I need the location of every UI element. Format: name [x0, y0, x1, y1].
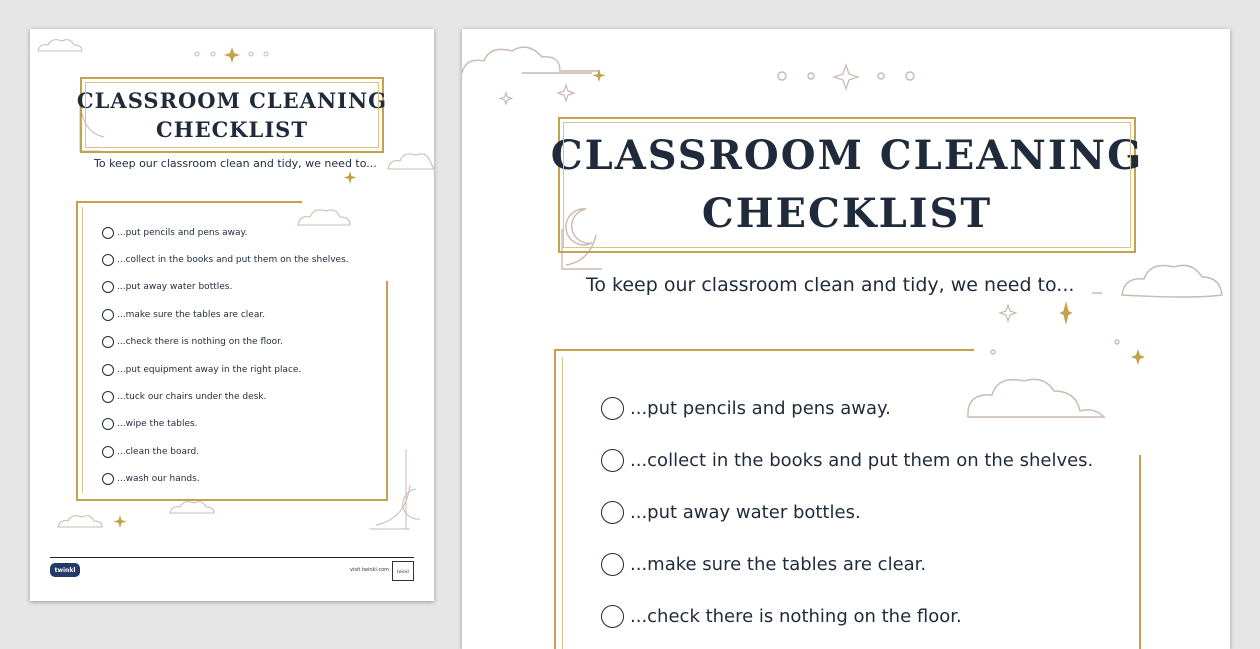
- checklist-item: [601, 486, 1093, 538]
- checklist-item: [601, 591, 1093, 643]
- title-frame: [550, 117, 1144, 253]
- sparkle-icon: [344, 171, 357, 184]
- checklist-item: [601, 539, 1093, 591]
- checkbox-circle[interactable]: [102, 446, 114, 458]
- sparkle-icon: [501, 93, 512, 104]
- cloud-icon: [388, 154, 434, 169]
- checklist-item-label: ...wash our hands.: [117, 474, 200, 485]
- checklist-item-label: ...make sure the tables are clear.: [630, 554, 927, 576]
- checklist-item: [102, 274, 349, 301]
- checklist-item-label: ...wipe the tables.: [117, 419, 198, 430]
- checkbox-circle[interactable]: [102, 227, 114, 239]
- checklist-item: [102, 411, 349, 438]
- checkbox-circle[interactable]: [601, 397, 624, 420]
- sparkle-icon: [1000, 305, 1016, 321]
- checklist-item-label: ...check there is nothing on the floor.: [630, 606, 962, 628]
- checklist-item-label: ...put pencils and pens away.: [630, 397, 891, 419]
- checklist-item-label: ...put equipment away in the right place.: [117, 364, 302, 375]
- checklist-item: [102, 301, 349, 328]
- title-line-1: CLASSROOM CLEANING: [76, 88, 388, 113]
- cloud-icon: [462, 47, 600, 73]
- checklist: [102, 219, 349, 493]
- sparkle-icon: [114, 515, 127, 528]
- checklist-item: [102, 219, 349, 246]
- checklist-item: [601, 434, 1093, 486]
- checkbox-circle[interactable]: [102, 336, 114, 348]
- cloud-icon: [1092, 265, 1222, 297]
- checklist-item-label: ...collect in the books and put them on the shelves.: [630, 449, 1094, 471]
- checklist-item-label: ...make sure the tables are clear.: [117, 309, 266, 320]
- sparkle-icon: [224, 47, 240, 63]
- title-line-2: CHECKLIST: [701, 190, 993, 237]
- moon-icon: [403, 489, 420, 519]
- checkbox-circle[interactable]: [601, 605, 624, 628]
- intro-text: To keep our classroom clean and tidy, we need to...: [586, 274, 1075, 296]
- checklist-item-label: ...collect in the books and put them on the shelves.: [117, 255, 349, 266]
- checkbox-circle[interactable]: [102, 364, 114, 376]
- checklist-item: [102, 246, 349, 273]
- checkbox-circle[interactable]: [102, 418, 114, 430]
- cloud-icon: [58, 516, 102, 527]
- checklist-item: [601, 382, 1093, 434]
- checklist-item-label: ...put pencils and pens away.: [117, 227, 248, 238]
- checklist-item-label: ...check there is nothing on the floor.: [117, 337, 283, 348]
- checklist-item: [102, 383, 349, 410]
- checkbox-circle[interactable]: [102, 473, 114, 485]
- footer-badge-icon: twinkl: [392, 561, 414, 581]
- twinkl-logo[interactable]: twinkl: [50, 563, 80, 577]
- worksheet-thumbnail: [30, 29, 434, 601]
- title-frame: [76, 77, 388, 153]
- footer-divider: [50, 557, 414, 558]
- checklist-item: [102, 466, 349, 493]
- checkbox-circle[interactable]: [102, 391, 114, 403]
- title-line-2: CHECKLIST: [156, 117, 308, 142]
- sparkle-icon: [593, 69, 606, 82]
- cloud-icon: [170, 502, 214, 513]
- checkbox-circle[interactable]: [102, 309, 114, 321]
- intro-text: To keep our classroom clean and tidy, we need to...: [94, 157, 377, 170]
- checklist-item-label: ...put away water bottles.: [630, 501, 861, 523]
- title-line-1: CLASSROOM CLEANING: [550, 132, 1144, 179]
- checklist-item-label: ...clean the board.: [117, 446, 200, 457]
- checkbox-circle[interactable]: [102, 254, 114, 266]
- checkbox-circle[interactable]: [601, 553, 624, 576]
- checklist-item: [102, 329, 349, 356]
- cloud-icon: [38, 40, 82, 51]
- checkbox-circle[interactable]: [601, 501, 624, 524]
- checklist-item-label: ...tuck our chairs under the desk.: [117, 392, 267, 403]
- worksheet-zoomed: [462, 29, 1230, 649]
- footer-url[interactable]: visit twinkl.com: [350, 567, 390, 573]
- checklist-item: [102, 438, 349, 465]
- checkbox-circle[interactable]: [601, 449, 624, 472]
- checklist-item-label: ...put away water bottles.: [117, 282, 233, 293]
- sparkle-icon: [1060, 301, 1073, 325]
- sparkle-icon: [834, 65, 858, 89]
- checklist-item: [102, 356, 349, 383]
- checklist: [601, 382, 1093, 643]
- sparkle-icon: [558, 85, 574, 101]
- checkbox-circle[interactable]: [102, 281, 114, 293]
